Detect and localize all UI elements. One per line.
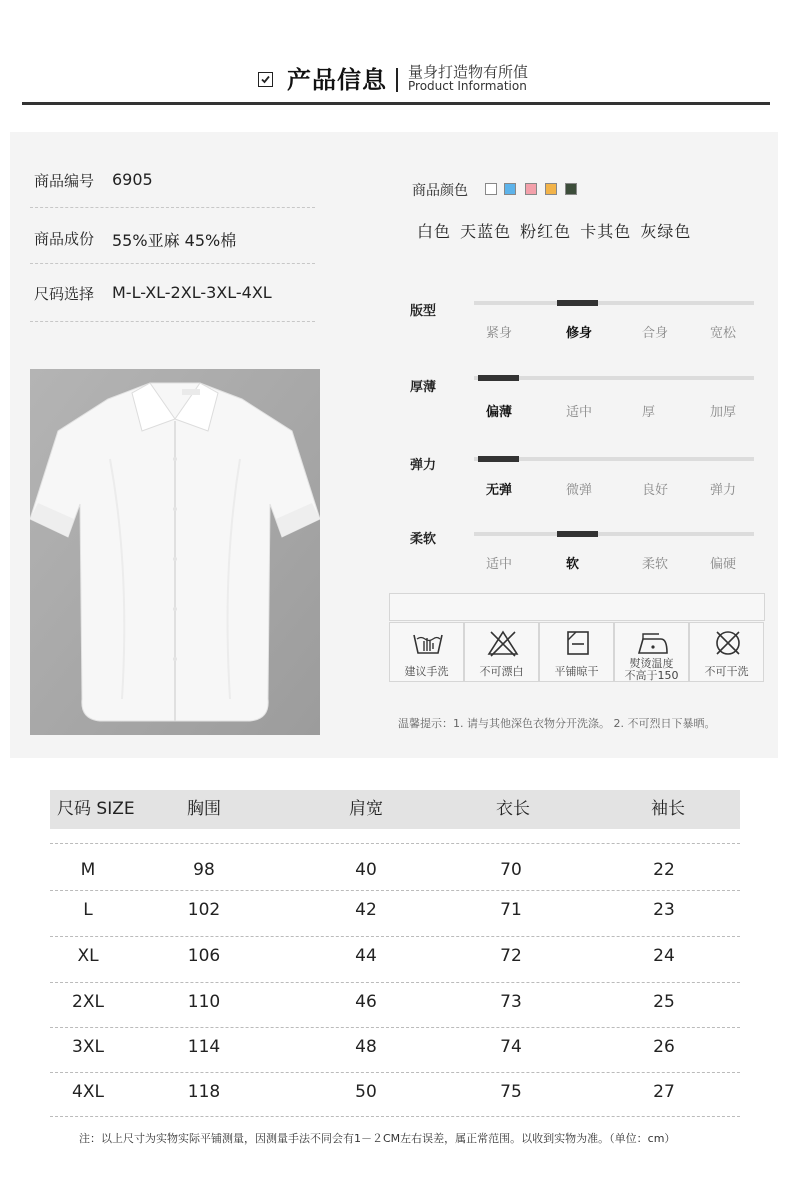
info-value: M-L-XL-2XL-3XL-4XL bbox=[112, 283, 272, 302]
care-text: 熨烫温度 bbox=[629, 657, 674, 670]
section-title: 产品信息 bbox=[287, 66, 387, 94]
meter-indicator bbox=[478, 375, 519, 381]
swatch-white bbox=[485, 183, 497, 195]
care-iron bbox=[614, 622, 689, 682]
meter-option: 无弹 bbox=[486, 483, 513, 498]
meter-option: 适中 bbox=[566, 405, 593, 420]
care-no-bleach bbox=[464, 622, 539, 682]
meter-option: 弹力 bbox=[710, 483, 737, 498]
meter-label: 版型 bbox=[410, 304, 437, 319]
meter-option: 适中 bbox=[486, 557, 513, 572]
meter-label: 柔软 bbox=[410, 532, 437, 547]
measurement-cell: 50 bbox=[355, 1082, 377, 1102]
info-label: 尺码选择 bbox=[34, 285, 95, 303]
meter-option: 微弹 bbox=[566, 483, 593, 498]
subtitle-en: Product Information bbox=[408, 79, 527, 93]
measurement-cell: 27 bbox=[653, 1082, 675, 1102]
table-row-divider bbox=[50, 1072, 740, 1073]
measurement-cell: 102 bbox=[187, 900, 221, 920]
info-row-material bbox=[34, 228, 237, 250]
no-dry-clean-icon bbox=[712, 629, 744, 657]
subtitle-cn: 量身打造物有所值 bbox=[408, 63, 529, 81]
meter-option: 加厚 bbox=[710, 405, 737, 420]
size-cell: L bbox=[83, 900, 93, 920]
info-row-sizes bbox=[34, 283, 272, 304]
measurement-cell: 74 bbox=[500, 1037, 522, 1057]
meter-option: 良好 bbox=[642, 483, 669, 498]
swatch-sky-blue bbox=[504, 183, 516, 195]
divider bbox=[30, 321, 315, 322]
measurement-cell: 40 bbox=[355, 860, 377, 880]
color-label: 商品颜色 bbox=[412, 183, 468, 199]
table-row-divider bbox=[50, 843, 740, 844]
meter-option: 合身 bbox=[642, 326, 669, 341]
product-photo bbox=[30, 369, 320, 735]
meter-track bbox=[474, 301, 754, 305]
table-row-divider bbox=[50, 982, 740, 983]
swatch-pink bbox=[525, 183, 537, 195]
divider bbox=[30, 263, 315, 264]
size-cell: 3XL bbox=[72, 1037, 104, 1057]
care-text: 不高于150 bbox=[624, 669, 679, 682]
meter-option: 软 bbox=[566, 557, 580, 572]
care-no-dry-clean bbox=[689, 622, 764, 682]
swatch-gray-green bbox=[565, 183, 577, 195]
th-chest: 胸围 bbox=[187, 799, 221, 819]
measurement-cell: 22 bbox=[653, 860, 675, 880]
measurement-cell: 70 bbox=[500, 860, 522, 880]
title-divider bbox=[396, 68, 398, 92]
care-text: 不可漂白 bbox=[479, 665, 524, 678]
th-shoulder: 肩宽 bbox=[349, 799, 383, 819]
meter-label: 弹力 bbox=[410, 458, 437, 473]
measurement-cell: 71 bbox=[500, 900, 522, 920]
meter-option: 厚 bbox=[642, 405, 656, 420]
th-size: 尺码 SIZE bbox=[57, 799, 135, 819]
meter-option: 宽松 bbox=[710, 326, 737, 341]
measurement-cell: 26 bbox=[653, 1037, 675, 1057]
table-row-divider bbox=[50, 1027, 740, 1028]
table-row-divider bbox=[50, 936, 740, 937]
size-table-header bbox=[50, 790, 740, 829]
measurement-cell: 75 bbox=[500, 1082, 522, 1102]
hand-wash-icon bbox=[412, 629, 444, 657]
care-flat-dry bbox=[539, 622, 614, 682]
meter-option: 修身 bbox=[566, 326, 593, 341]
meter-indicator bbox=[478, 456, 519, 462]
meter-option: 偏硬 bbox=[710, 557, 737, 572]
size-note: 注：以上尺寸为实物实际平铺测量，因测量手法不同会有1－２CM左右误差，属正常范围。以收到实物为准。（单位：cm） bbox=[79, 1132, 676, 1145]
checkbox-icon bbox=[258, 72, 273, 87]
size-cell: 2XL bbox=[72, 992, 104, 1012]
measurement-cell: 42 bbox=[355, 900, 377, 920]
shirt-image bbox=[30, 369, 320, 735]
th-length: 衣长 bbox=[496, 799, 530, 819]
measurement-cell: 72 bbox=[500, 946, 522, 966]
table-row-divider bbox=[50, 1116, 740, 1117]
care-tip: 温馨提示：1. 请与其他深色衣物分开洗涤。 2. 不可烈日下暴晒。 bbox=[398, 717, 716, 730]
flat-dry-icon bbox=[562, 629, 594, 657]
measurement-cell: 118 bbox=[187, 1082, 221, 1102]
care-text: 建议手洗 bbox=[404, 665, 449, 678]
size-cell: M bbox=[80, 860, 96, 880]
measurement-cell: 46 bbox=[355, 992, 377, 1012]
measurement-cell: 98 bbox=[193, 860, 215, 880]
color-names: 白色 天蓝色 粉红色 卡其色 灰绿色 bbox=[417, 222, 692, 241]
measurement-cell: 25 bbox=[653, 992, 675, 1012]
meter-track bbox=[474, 532, 754, 536]
measurement-cell: 110 bbox=[187, 992, 221, 1012]
measurement-cell: 106 bbox=[187, 946, 221, 966]
measurement-cell: 114 bbox=[187, 1037, 221, 1057]
info-value: 6905 bbox=[112, 170, 153, 189]
iron-icon bbox=[637, 629, 669, 657]
care-text: 不可干洗 bbox=[704, 665, 749, 678]
size-cell: XL bbox=[77, 946, 99, 966]
measurement-cell: 23 bbox=[653, 900, 675, 920]
meter-option: 柔软 bbox=[642, 557, 669, 572]
measurement-cell: 44 bbox=[355, 946, 377, 966]
meter-indicator bbox=[557, 300, 598, 306]
measurement-cell: 73 bbox=[500, 992, 522, 1012]
care-text: 平铺晾干 bbox=[554, 665, 599, 678]
section-header bbox=[0, 0, 790, 110]
info-label: 商品编号 bbox=[34, 172, 95, 190]
no-bleach-icon bbox=[487, 629, 519, 657]
meter-indicator bbox=[557, 531, 598, 537]
info-label: 商品成份 bbox=[34, 230, 95, 248]
care-hand-wash bbox=[389, 622, 464, 682]
measurement-cell: 48 bbox=[355, 1037, 377, 1057]
meter-option: 紧身 bbox=[486, 326, 513, 341]
th-sleeve: 袖长 bbox=[651, 799, 685, 819]
swatch-khaki bbox=[545, 183, 557, 195]
measurement-cell: 24 bbox=[653, 946, 675, 966]
table-row-divider bbox=[50, 890, 740, 891]
info-value: 55%亚麻 45%棉 bbox=[112, 231, 237, 250]
meter-option: 偏薄 bbox=[486, 405, 513, 420]
size-cell: 4XL bbox=[72, 1082, 104, 1102]
info-row-sku bbox=[34, 170, 153, 191]
care-header-box bbox=[389, 593, 765, 621]
divider bbox=[30, 207, 315, 208]
header-rule bbox=[22, 102, 770, 105]
meter-label: 厚薄 bbox=[410, 380, 437, 395]
